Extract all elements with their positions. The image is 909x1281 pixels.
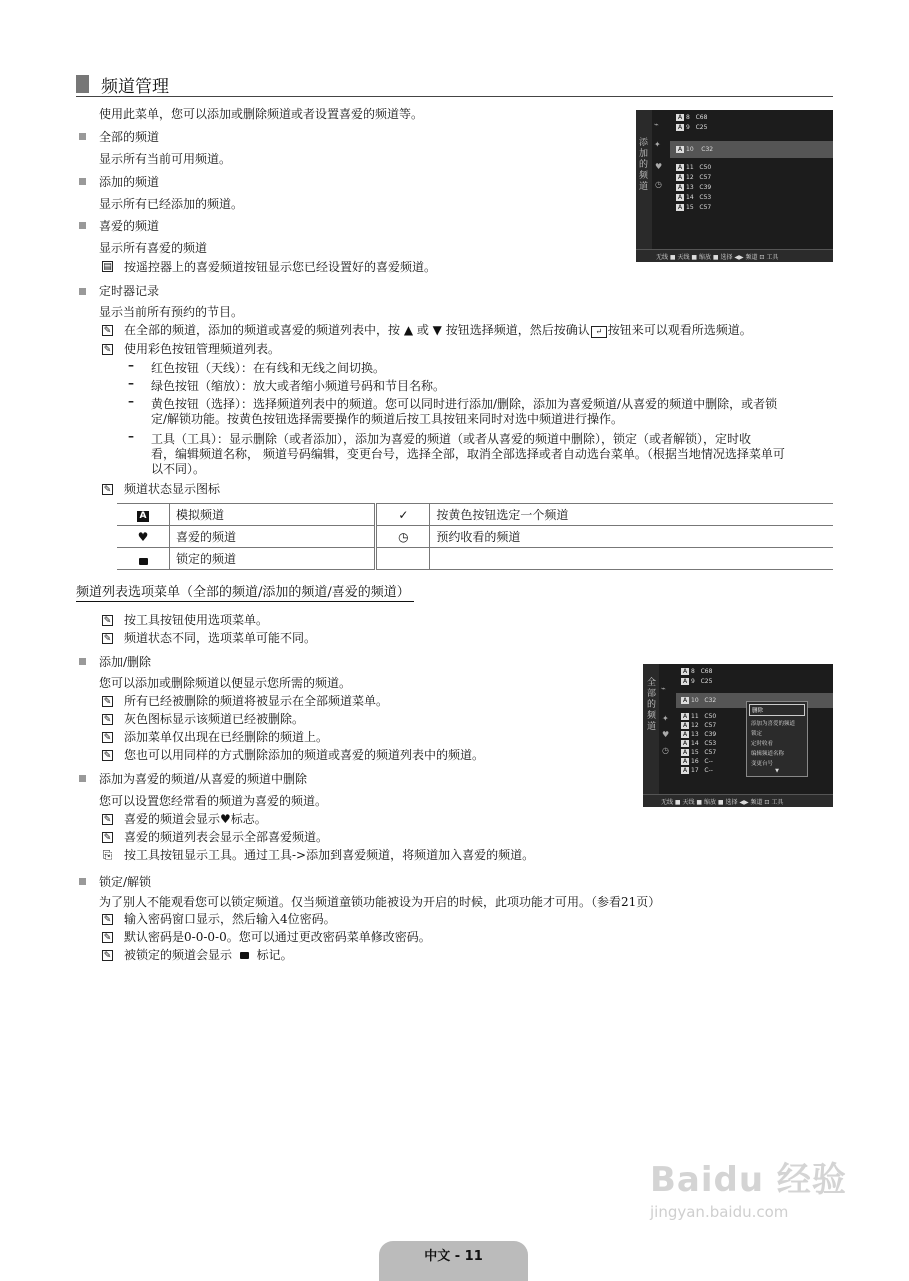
tv-heart-icon: ♥ (655, 162, 663, 171)
favorite-add-desc: 您可以设置您经常看的频道为喜爱的频道。 (99, 794, 328, 808)
tools-note-icon: ⎘ (102, 848, 113, 862)
red-button-desc: 红色按钮（天线）：在有线和无线之间切换。 (151, 361, 386, 375)
lock-heading: 锁定/解锁 (99, 875, 152, 889)
all-channels-desc: 显示所有当前可用频道。 (99, 152, 232, 166)
channel-status-icon-table (117, 503, 833, 570)
tv-channel-row[interactable]: A 14 C53 (677, 194, 712, 201)
tv-channel-row[interactable]: A 8 C68 (677, 114, 708, 121)
lock-note-2: 默认密码是0-0-0-0。您可以通过更改密码菜单修改密码。 (124, 930, 431, 944)
bullet-square (79, 658, 86, 665)
tv-channel-row[interactable]: A 13 C39 (682, 731, 717, 738)
timer-note-a: 在全部的频道，添加的频道或喜爱的频道列表中，按 ▲ 或 ▼ 按钮选择频道，然后按确认 ↵ 按钮来可以观看所选频道。 (124, 323, 752, 337)
bullet-square (79, 222, 86, 229)
dash: – (128, 358, 134, 372)
add-delete-desc: 您可以添加或删除频道以便显示您所需的频道。 (99, 676, 352, 690)
tv-antenna-icon: ⌁ (654, 120, 659, 129)
tv-screen-all-channels (643, 664, 833, 807)
menu-item-change-number[interactable]: 变更台号 (751, 761, 774, 767)
tv-screen-added-channels (636, 110, 833, 262)
note-icon: ✎ (103, 933, 112, 943)
menu-item-timer[interactable]: 定时收看 (751, 741, 774, 747)
lock-desc: 为了别人不能观看您可以锁定频道。仅当频道童锁功能被设为开启的时候，此项功能才可用。（参看21页） (99, 895, 661, 909)
add-delete-note-3: 添加菜单仅出现在已经删除的频道上。 (124, 730, 329, 744)
note-icon: ✎ (103, 616, 112, 626)
locked-label: 锁定的频道 (170, 548, 376, 570)
note-icon: ✎ (103, 485, 112, 495)
empty-icon (376, 548, 430, 570)
green-button-desc: 绿色按钮（缩放）：放大或者缩小频道号码和节目名称。 (151, 379, 446, 393)
timer-desc: 显示当前所有预约的节目。 (99, 305, 244, 319)
bullet-square (79, 133, 86, 140)
tv-channel-row[interactable]: A 15 C57 (682, 749, 717, 756)
color-button-note: 使用彩色按钮管理频道列表。 (124, 342, 281, 356)
add-delete-heading: 添加/删除 (99, 655, 152, 669)
tv-channel-row[interactable]: A 9 C25 (677, 124, 708, 131)
heart-icon: ♥ (117, 526, 170, 548)
note-icon: ✎ (103, 715, 112, 725)
note-icon: ✎ (103, 345, 112, 355)
tv-channel-row[interactable]: A 15 C57 (677, 204, 712, 211)
menu-scroll-down-icon[interactable]: ▼ (775, 768, 779, 774)
tv-clock-icon: ◷ (662, 746, 669, 755)
remote-note-icon: ▤ (103, 262, 112, 272)
tv-tools-icon: ✦ (662, 714, 669, 723)
options-note-1: 按工具按钮使用选项菜单。 (124, 613, 269, 627)
empty-label (430, 548, 833, 570)
bullet-square (79, 775, 86, 782)
add-delete-note-2: 灰色图标显示该频道已经被删除。 (124, 712, 305, 726)
favorite-add-note-1: 喜爱的频道会显示♥标志。 (124, 812, 267, 826)
tv-antenna-icon: ⌁ (661, 684, 666, 693)
tv-footer-text: 无线 ■ 天线 ■ 缩放 ■ 选择 ◀▶ 频道 ⊡ 工具 (656, 254, 779, 261)
tv-channel-row[interactable]: A 11 C50 (682, 713, 717, 720)
tools-button-desc-a: 工具（工具）：显示删除（或者添加），添加为喜爱的频道（或者从喜爱的频道中删除），锁定（或者解锁），定时收 (151, 432, 752, 446)
bullet-square (79, 178, 86, 185)
lock-icon (240, 952, 249, 959)
tv-side-title: 全部的频道 (647, 678, 657, 732)
dash: – (128, 376, 134, 390)
all-channels-heading: 全部的频道 (99, 130, 160, 144)
title-marker (76, 75, 89, 93)
lock-note-1: 输入密码窗口显示，然后输入4位密码。 (124, 912, 336, 926)
menu-item-delete[interactable]: 删除 (749, 704, 805, 716)
analog-icon: A (117, 504, 170, 526)
tv-channel-row[interactable]: A 12 C57 (682, 722, 717, 729)
tv-channel-row[interactable]: A 9 C25 (682, 678, 713, 685)
favorite-add-heading: 添加为喜爱的频道/从喜爱的频道中删除 (99, 772, 308, 786)
lock-note-3: 被锁定的频道会显示 标记。 (124, 948, 293, 962)
enter-icon: ↵ (591, 326, 607, 338)
dash: – (128, 429, 134, 443)
tools-button-desc-b: 看，编辑频道名称， 频道号码编辑，变更台号，选择全部，取消全部选择或者自动选台菜单。（根据当地情况选择菜单可 (151, 447, 785, 461)
tv-footer-text: 无线 ■ 天线 ■ 缩放 ■ 选择 ◀▶ 频道 ⊡ 工具 (661, 799, 784, 806)
note-icon: ✎ (103, 634, 112, 644)
options-menu-heading: 频道列表选项菜单（全部的频道/添加的频道/喜爱的频道） (76, 585, 414, 602)
favorite-label: 喜爱的频道 (170, 526, 376, 548)
tools-popup-menu (746, 701, 808, 777)
bullet-square (79, 878, 86, 885)
yellow-button-desc-b: 定/解锁功能。按黄色按钮选择需要操作的频道后按工具按钮来同时对选中频道进行操作。 (151, 412, 624, 426)
analog-label: 模拟频道 (170, 504, 376, 526)
menu-item-add-favorite[interactable]: 添加为喜爱的频道 (751, 721, 796, 727)
table-row (117, 548, 833, 570)
note-icon: ✎ (103, 733, 112, 743)
tv-channel-row[interactable]: A 11 C50 (677, 164, 712, 171)
dash: – (128, 394, 134, 408)
favorite-note: 按遥控器上的喜爱频道按钮显示您已经设置好的喜爱频道。 (124, 260, 437, 274)
yellow-button-desc-a: 黄色按钮（选择）：选择频道列表中的频道。您可以同时进行添加/删除，添加为喜爱频道/从喜爱的频道中删除，或者锁 (151, 397, 778, 411)
tv-channel-row[interactable]: A 14 C53 (682, 740, 717, 747)
check-icon: ✓ (376, 504, 430, 526)
note-icon: ✎ (103, 833, 112, 843)
tv-clock-icon: ◷ (655, 180, 662, 189)
menu-item-lock[interactable]: 锁定 (751, 731, 763, 737)
add-delete-note-1: 所有已经被删除的频道将被显示在全部频道菜单。 (124, 694, 389, 708)
tv-footer (636, 249, 833, 262)
page-number: 中文 - 11 (424, 1249, 483, 1264)
note-icon: ✎ (103, 326, 112, 336)
tv-heart-icon: ♥ (662, 730, 670, 739)
scheduled-label: 预约收看的频道 (430, 526, 833, 548)
favorite-channels-desc: 显示所有喜爱的频道 (99, 241, 208, 255)
intro-text: 使用此菜单，您可以添加或删除频道或者设置喜爱的频道等。 (99, 107, 424, 121)
watermark-url: jingyan.baidu.com (650, 1203, 789, 1221)
timer-heading: 定时器记录 (99, 284, 160, 298)
page-title: 频道管理 (101, 77, 169, 97)
favorite-add-note-3: 按工具按钮显示工具。通过工具->添加到喜爱频道，将频道加入喜爱的频道。 (124, 848, 535, 862)
tv-channel-row[interactable]: A 10 C32 (682, 697, 717, 704)
table-row (117, 526, 833, 548)
added-channels-desc: 显示所有已经添加的频道。 (99, 197, 244, 211)
tv-tools-icon: ✦ (654, 140, 661, 149)
tools-button-desc-c: 以不同）。 (151, 462, 206, 476)
tv-side-title: 添加的频道 (639, 138, 649, 192)
tv-channel-row[interactable]: A 12 C57 (677, 174, 712, 181)
tv-channel-row[interactable]: A 13 C39 (677, 184, 712, 191)
options-note-2: 频道状态不同，选项菜单可能不同。 (124, 631, 317, 645)
added-channels-heading: 添加的频道 (99, 175, 160, 189)
section-title-bar (76, 72, 833, 97)
watermark-brand: Baidu 经验 (650, 1160, 847, 1200)
selected-label: 按黄色按钮选定一个频道 (430, 504, 833, 526)
add-delete-note-4: 您也可以用同样的方式删除添加的频道或喜爱的频道列表中的频道。 (124, 748, 485, 762)
bullet-square (79, 288, 86, 295)
lock-icon (117, 548, 170, 570)
note-icon: ✎ (103, 751, 112, 761)
favorite-add-note-2: 喜爱的频道列表会显示全部喜爱频道。 (124, 830, 329, 844)
tv-channel-row[interactable]: A 17 C-- (682, 767, 713, 774)
note-icon: ✎ (103, 951, 112, 961)
note-icon: ✎ (103, 915, 112, 925)
tv-channel-row[interactable]: A 16 C-- (682, 758, 713, 765)
tv-channel-row[interactable]: A 8 C68 (682, 668, 713, 675)
table-row (117, 504, 833, 526)
clock-icon: ◷ (376, 526, 430, 548)
note-icon: ✎ (103, 815, 112, 825)
page-number-tab (379, 1241, 528, 1281)
baidu-watermark (650, 1152, 860, 1242)
status-icon-note: 频道状态显示图标 (124, 482, 221, 496)
tv-channel-row[interactable]: A 10 C32 (677, 146, 714, 153)
note-icon: ✎ (103, 697, 112, 707)
tv-footer (643, 794, 833, 807)
favorite-channels-heading: 喜爱的频道 (99, 219, 160, 233)
menu-item-edit-name[interactable]: 编辑频道名称 (751, 751, 785, 757)
